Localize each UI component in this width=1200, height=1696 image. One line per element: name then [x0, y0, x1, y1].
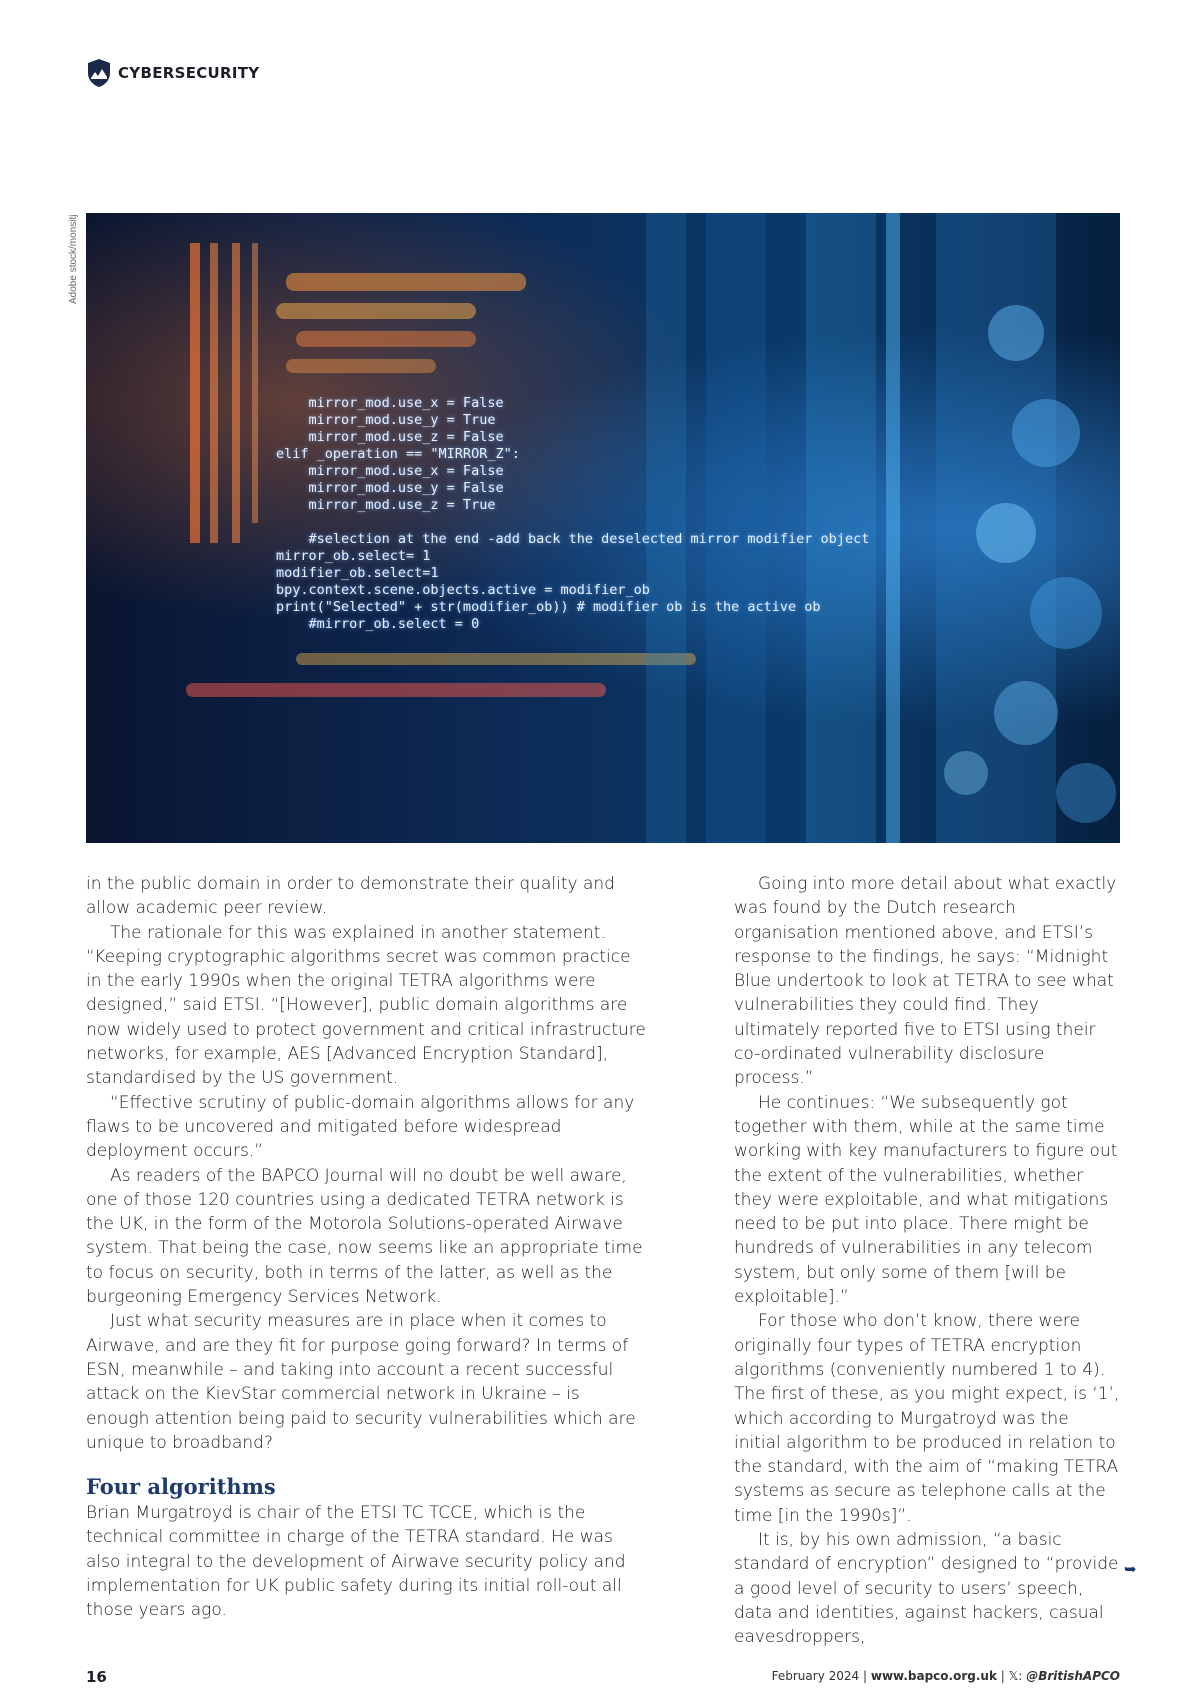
separator: |: [1000, 1669, 1005, 1683]
paragraph: Brian Murgatroyd is chair of the ETSI TC TCCE, which is the technical committee in charge of the TETRA standard. He was also integral to the development of Airwave security policy and implementation for UK public safety during its initial roll-out all those years ago.: [86, 1503, 626, 1621]
paragraph: As readers of the BAPCO Journal will no doubt be well aware, one of those 120 countries using a dedicated TETRA network is the UK, in the form of the Motorola Solutions-operated Airwave system. That being the case, now seems like an appropriate time to focus on security, both in terms of the latter, as well as the burgeoning Emergency Services Network.: [86, 1165, 643, 1308]
subheading: Four algorithms: [86, 1474, 276, 1500]
paragraph: in the public domain in order to demonstrate their quality and allow academic peer review.: [86, 874, 615, 919]
paragraph: It is, by his own admission, “a basic standard of encryption” designed to “provide a good level of security to users’ speech, data and identities, against hackers, casual eavesdroppers,: [734, 1530, 1119, 1648]
code-line: #mirror_ob.select = 0: [276, 616, 480, 632]
paragraph: For those who don’t know, there were originally four types of TETRA encryption algorithms (conveniently numbered 1 to 4). The first of these, as you might expect, is ‘1’, which according to Murgatroyd was the initial algorithm to be produced in relation to the standard, with the aim of “making TETRA systems as secure as telephone calls at the time [in the 1990s]”.: [734, 1311, 1120, 1526]
section-label: CYBERSECURITY: [118, 64, 260, 82]
website-link[interactable]: www.bapco.org.uk: [870, 1669, 997, 1683]
left-column: [86, 872, 646, 1623]
issue-date: February 2024: [771, 1669, 860, 1683]
x-icon: 𝕏:: [1008, 1669, 1023, 1683]
code-line: mirror_mod.use_z = True: [276, 497, 496, 513]
code-overlay: [276, 395, 869, 633]
code-line: mirror_mod.use_y = False: [276, 480, 504, 496]
hero-image: [86, 213, 1120, 843]
code-line: mirror_ob.select= 1: [276, 548, 431, 564]
paragraph: Going into more detail about what exactly was found by the Dutch research organisation mentioned above, and ETSI’s response to the findings, he says: “Midnight Blue undertook to look at TETRA to see what vulnerabilities they could find. They ultimately reported five to ETSI using their co-ordinated vulnerability disclosure process.”: [734, 874, 1117, 1089]
code-line: elif _operation == "MIRROR_Z":: [276, 446, 520, 462]
code-line: bpy.context.scene.objects.active = modifier_ob: [276, 582, 650, 598]
separator: |: [862, 1669, 868, 1683]
code-line: print("Selected" + str(modifier_ob)) # modifier ob is the active ob: [276, 599, 821, 615]
paragraph: He continues: “We subsequently got together with them, while at the same time working with key manufacturers to figure out the extent of the vulnerabilities, whether they were exploitable, and what mitigations need to be put into place. There might be hundreds of vulnerabilities in any telecom system, but only some of them [will be exploitable].”: [734, 1092, 1118, 1308]
page-number: 16: [86, 1668, 107, 1686]
paragraph: The rationale for this was explained in another statement. “Keeping cryptographic algorithms secret was common practice in the early 1990s when the original TETRA algorithms were designed,” said ETSI. “[However], public domain algorithms are now widely used to protect government and critical infrastructure networks, for example, AES [Advanced Encryption Standard], standardised by the US government.: [86, 922, 646, 1089]
arrow-right-icon: ➥: [1124, 1561, 1137, 1578]
code-line: mirror_mod.use_y = True: [276, 412, 496, 428]
social-handle[interactable]: @BritishAPCO: [1026, 1669, 1120, 1683]
code-line: mirror_mod.use_z = False: [276, 429, 504, 445]
paragraph: “Effective scrutiny of public-domain algorithms allows for any flaws to be uncovered and mitigated before widespread deployment occurs.”: [86, 1092, 635, 1162]
code-line: mirror_mod.use_x = False: [276, 463, 504, 479]
footer: [772, 1669, 1120, 1683]
paragraph: Just what security measures are in place when it comes to Airwave, and are they fit for purpose going forward? In terms of ESN, meanwhile – and taking into account a recent successful attack on the KievStar commercial network in Ukraine – is enough attention being paid to security vulnerabilities which are unique to broadband?: [86, 1311, 636, 1453]
code-line: modifier_ob.select=1: [276, 565, 439, 581]
shield-logo-icon: [86, 58, 112, 88]
section-header: [86, 58, 259, 88]
right-column: [734, 872, 1120, 1650]
code-line: mirror_mod.use_x = False: [276, 395, 504, 411]
code-line: [276, 514, 869, 531]
code-line: #selection at the end -add back the deselected mirror modifier object: [276, 531, 870, 547]
photo-credit: Adobe stock/monsitj: [68, 214, 79, 304]
